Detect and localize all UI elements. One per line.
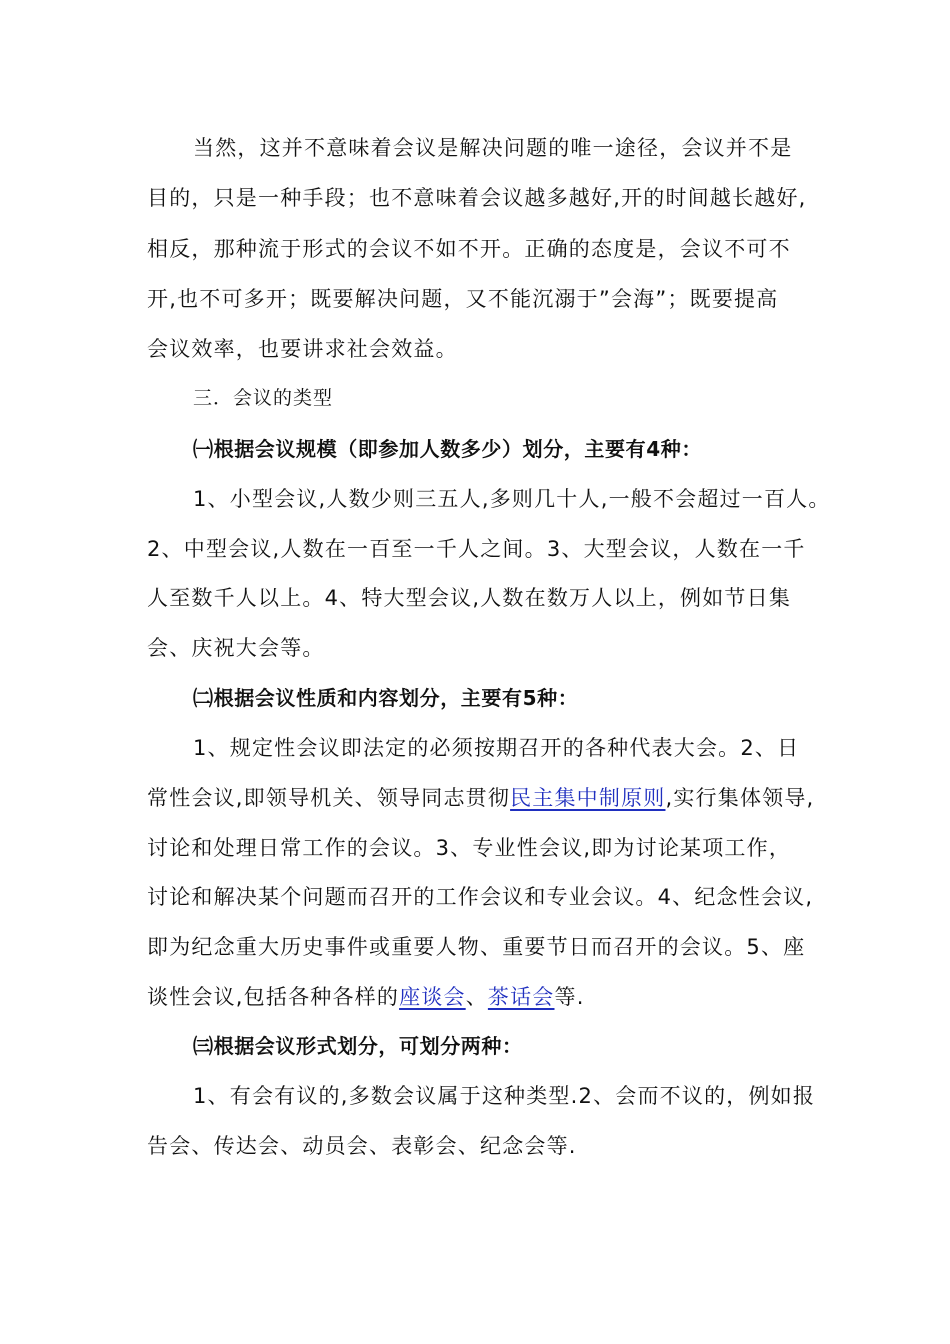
sub2-line-6-text: 谈性会议,包括各种各样的 [147,985,400,1009]
link-chahuahui[interactable]: 茶话会 [487,985,555,1009]
sub2-line-3: 讨论和处理日常工作的会议。3、专业性会议,即为讨论某项工作， [147,836,792,860]
sub3-line-1: 1、有会有议的,多数会议属于这种类型.2、会而不议的，例如报 [193,1084,816,1108]
sub1-heading: ㈠根据会议规模（即参加人数多少）划分，主要有4种： [193,437,702,461]
link-minzhu-jizhongzhi[interactable]: 民主集中制原则 [510,786,666,810]
sub2-line-4: 讨论和解决某个问题而召开的工作会议和专业会议。4、纪念性会议, [147,885,814,909]
para1-line-3: 相反，那种流于形式的会议不如不开。正确的态度是，会议不可不 [147,237,791,261]
para1-line-1: 当然，这并不意味着会议是解决问题的唯一途径，会议并不是 [193,136,793,160]
sub2-line-5: 即为纪念重大历史事件或重要人物、重要节日而召开的会议。5、座 [147,935,806,959]
sub2-line-2-tail: ,实行集体领导, [665,786,815,810]
sub2-line-2 [147,785,814,811]
sub2-line-2-text: 常性会议,即领导机关、领导同志贯彻 [147,786,511,810]
para1-line-2: 目的，只是一种手段；也不意味着会议越多越好,开的时间越长越好, [147,186,807,210]
sub2-line-1: 1、规定性会议即法定的必须按期召开的各种代表大会。2、日 [193,736,800,760]
sub3-heading: ㈢根据会议形式划分，可划分两种： [193,1034,523,1058]
para1-line-4: 开,也不可多开；既要解决问题，又不能沉溺于”会海”；既要提高 [147,287,779,311]
sub3-line-2: 告会、传达会、动员会、表彰会、纪念会等. [147,1134,577,1158]
sub2-line-6 [147,984,585,1010]
section-title: 三．会议的类型 [193,387,334,409]
sub2-line-6-tail: 等. [554,985,585,1009]
sub2-heading: ㈡根据会议性质和内容划分，主要有5种： [193,686,579,710]
sub1-line-1: 1、小型会议,人数少则三五人,多则几十人,一般不会超过一百人。 [193,487,831,511]
sub1-line-4: 会、庆祝大会等。 [147,636,325,660]
sub2-line-6-sep: 、 [465,985,488,1009]
sub1-line-2: 2、中型会议,人数在一百至一千人之间。3、大型会议，人数在一千 [147,537,806,561]
para1-line-5: 会议效率，也要讲求社会效益。 [147,337,458,361]
link-zuotanhui[interactable]: 座谈会 [399,985,466,1009]
sub1-line-3: 人至数千人以上。4、特大型会议,人数在数万人以上，例如节日集 [147,586,792,610]
